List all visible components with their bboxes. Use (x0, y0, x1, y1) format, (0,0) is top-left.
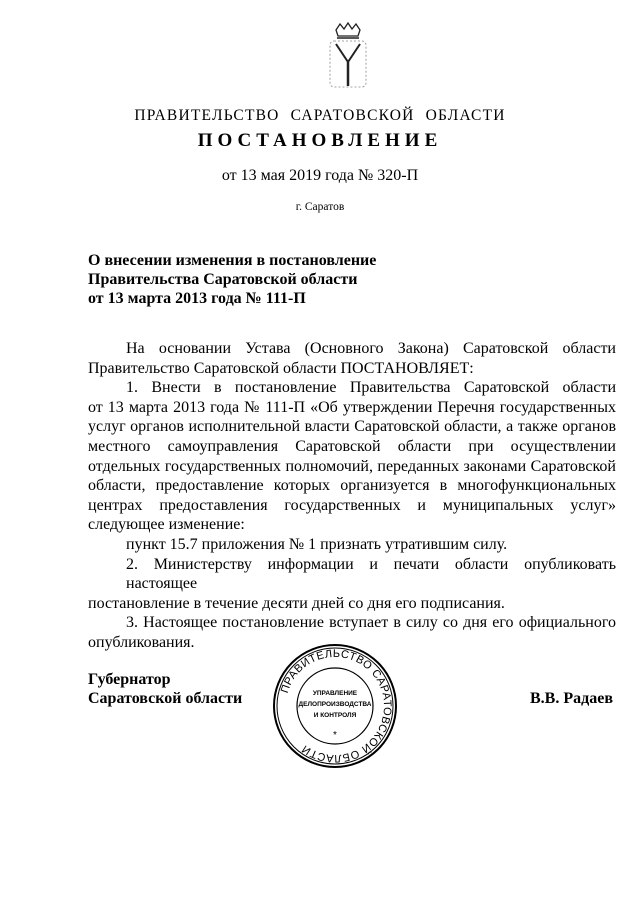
signatory-title-line: Саратовской области (88, 690, 243, 707)
document-date-number: от 13 мая 2019 года № 320-П (221, 167, 419, 184)
subject-line: Правительства Саратовской области (88, 271, 358, 288)
body-line: пункт 15.7 приложения № 1 признать утратившим силу. (126, 535, 508, 553)
body-line: услуг органов исполнительной власти Саратовской области, а также органов (88, 418, 616, 436)
body-line: На основании Устава (Основного Закона) Саратовской области (126, 340, 616, 357)
subject-line: О внесении изменения в постановление (88, 252, 377, 269)
coat-of-arms-emblem (324, 22, 372, 90)
body-line: от 13 марта 2013 года № 111-П «Об утверждении Перечня государственных (88, 398, 616, 416)
body-line: постановление в течение десяти дней со дня его подписания. (88, 594, 505, 612)
body-line: центрах предоставления государственных и муниципальных услуг» (88, 496, 616, 514)
document-body (88, 339, 616, 653)
svg-text:УПРАВЛЕНИЕ: УПРАВЛЕНИЕ (312, 690, 358, 697)
document-type: ПОСТАНОВЛЕНИЕ (197, 130, 443, 151)
stamp-star: * (333, 730, 337, 741)
body-line: Правительство Саратовской области ПОСТАНОВЛЯЕТ: (88, 359, 474, 377)
body-line: следующее изменение: (88, 516, 245, 534)
body-line: отдельных государственных полномочий, переданных законами Саратовской (88, 457, 616, 475)
svg-text:И КОНТРОЛЯ: И КОНТРОЛЯ (313, 712, 357, 719)
body-line: опубликования. (88, 633, 195, 651)
signatory-name: В.В. Радаев (530, 690, 613, 707)
body-line: местного самоуправления Саратовской области при осуществлении (88, 437, 616, 455)
stamp-ring-text: ПРАВИТЕЛЬСТВО САРАТОВСКОЙ ОБЛАСТИ (278, 647, 394, 765)
official-seal-stamp (272, 643, 398, 769)
signatory-title-line: Губернатор (88, 671, 171, 688)
document-city: г. Саратов (295, 201, 345, 213)
body-line: 1. Внести в постановление Правительства Саратовской области (126, 379, 616, 397)
signatory-title (88, 670, 242, 708)
body-line: 2. Министерству информации и печати области опубликовать настоящее (126, 555, 616, 593)
document-subject (88, 251, 376, 308)
svg-text:ДЕЛОПРОИЗВОДСТВА: ДЕЛОПРОИЗВОДСТВА (298, 701, 372, 708)
government-name: ПРАВИТЕЛЬСТВО САРАТОВСКОЙ ОБЛАСТИ (134, 107, 506, 124)
body-line: 3. Настоящее постановление вступает в силу со дня его официального (126, 614, 616, 632)
body-line: области, предоставление которых организуется в многофункциональных (88, 477, 616, 495)
subject-line: от 13 марта 2013 года № 111-П (88, 290, 306, 307)
